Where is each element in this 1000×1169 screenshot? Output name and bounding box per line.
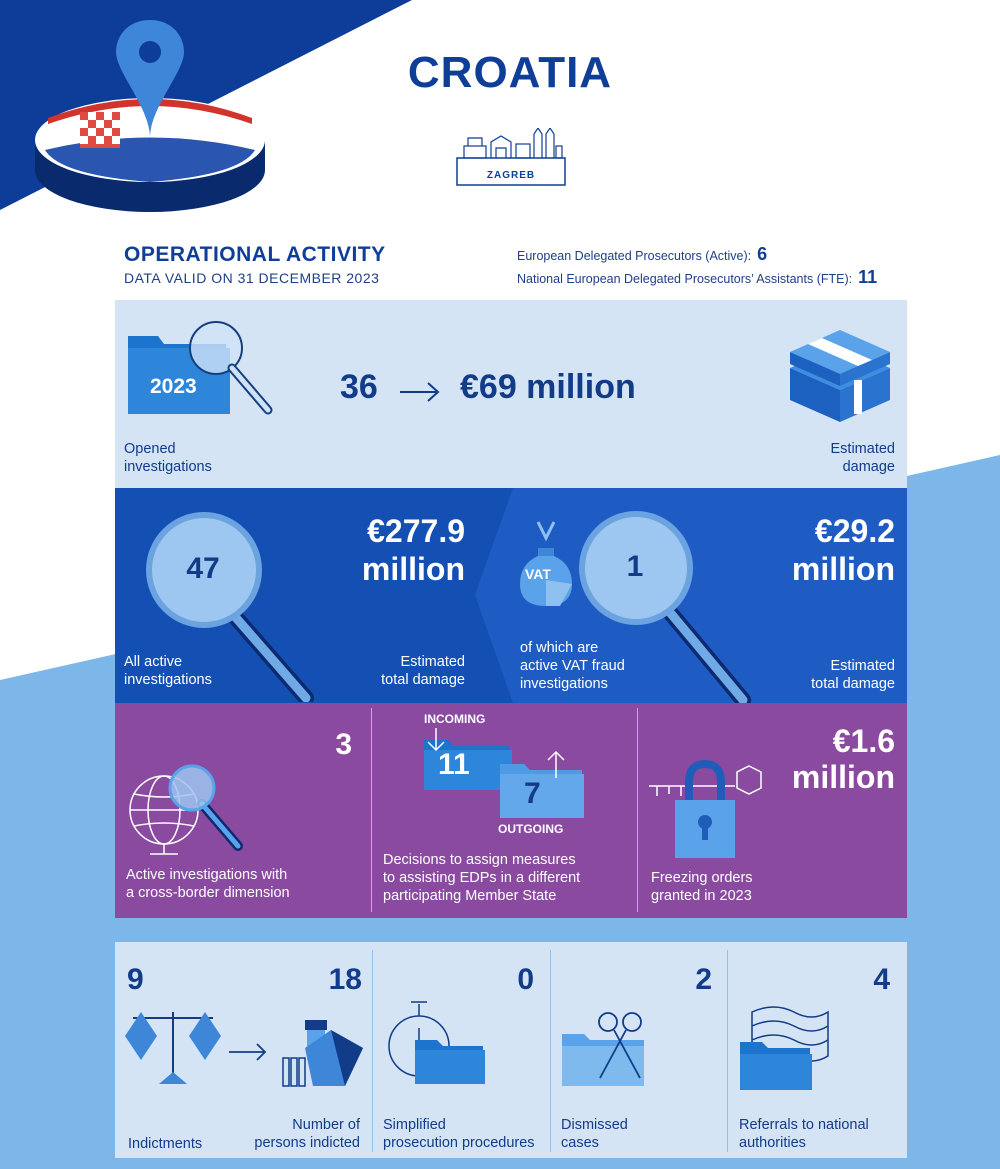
- divider: [371, 708, 372, 912]
- dismissed-label: Dismissed cases: [561, 1117, 628, 1151]
- active-label: All active investigations: [124, 654, 212, 688]
- opened-year: 2023: [150, 375, 197, 398]
- opened-damage-label: Estimated damage: [830, 441, 895, 475]
- arrow-right-icon: [398, 380, 442, 404]
- globe-magnifier-icon: [124, 758, 254, 858]
- active-damage-label: Estimated total damage: [381, 654, 465, 688]
- assistants-label: National European Delegated Prosecutors’ Assistants (FTE):: [517, 272, 853, 286]
- divider: [550, 950, 551, 1152]
- scissors-folder-icon: [560, 1008, 660, 1090]
- padlock-icon: [645, 760, 770, 860]
- persons-indicted-label: Number of persons indicted: [254, 1117, 360, 1151]
- vat-tag: VAT: [525, 566, 551, 582]
- country-title: CROATIA: [407, 48, 613, 97]
- vat-damage: €29.2 million: [791, 513, 895, 587]
- vat-count: 1: [626, 550, 644, 583]
- stopwatch-folder-icon: [383, 994, 493, 1088]
- vat-label: of which are active VAT fraud investigations: [520, 640, 625, 692]
- money-stack-icon: [780, 328, 895, 428]
- active-count: 47: [186, 552, 220, 585]
- freezing-label: Freezing orders granted in 2023: [651, 870, 753, 904]
- outgoing-value: 7: [524, 777, 541, 810]
- assistants-value: 11: [858, 267, 878, 287]
- referrals-value: 4: [873, 963, 890, 996]
- simplified-label: Simplified prosecution procedures: [383, 1117, 535, 1151]
- opened-damage: €69 million: [460, 368, 636, 406]
- edp-label: European Delegated Prosecutors (Active):: [517, 249, 752, 263]
- city-label: ZAGREB: [486, 170, 536, 181]
- operational-title: OPERATIONAL ACTIVITY: [124, 243, 386, 266]
- incoming-value: 11: [438, 748, 470, 781]
- divider: [637, 708, 638, 912]
- vat-bag-icon: [516, 520, 576, 610]
- active-damage: €277.9 million: [361, 513, 465, 587]
- indictments-value: 9: [127, 963, 144, 996]
- opened-count: 36: [340, 368, 378, 406]
- edp-count-row: [517, 244, 767, 265]
- divider: [372, 950, 373, 1152]
- decisions-label: Decisions to assign measures to assisting EDPs in a different participating Member State: [383, 852, 581, 904]
- flag-folder-icon: [738, 1002, 838, 1092]
- folder-magnifier-icon: [128, 318, 278, 418]
- divider: [727, 950, 728, 1152]
- referrals-label: Referrals to national authorities: [739, 1117, 869, 1151]
- persons-indicted-value: 18: [328, 963, 362, 996]
- data-valid-date: DATA VALID ON 31 DECEMBER 2023: [124, 270, 380, 286]
- incoming-label: INCOMING: [424, 712, 486, 726]
- dismissed-value: 2: [695, 963, 712, 996]
- cross-border-count: 3: [335, 728, 352, 761]
- opened-label: Opened investigations: [124, 441, 212, 475]
- edp-value: 6: [757, 244, 768, 264]
- assistants-count-row: [517, 267, 877, 288]
- simplified-value: 0: [517, 963, 534, 996]
- indictments-label: Indictments: [128, 1136, 203, 1152]
- outgoing-label: OUTGOING: [498, 822, 564, 836]
- scales-and-persons-icon: [125, 1000, 370, 1100]
- vat-damage-label: Estimated total damage: [811, 658, 895, 692]
- freezing-amount: €1.6 million: [791, 723, 895, 795]
- cross-border-label: Active investigations with a cross-border dimension: [126, 867, 290, 901]
